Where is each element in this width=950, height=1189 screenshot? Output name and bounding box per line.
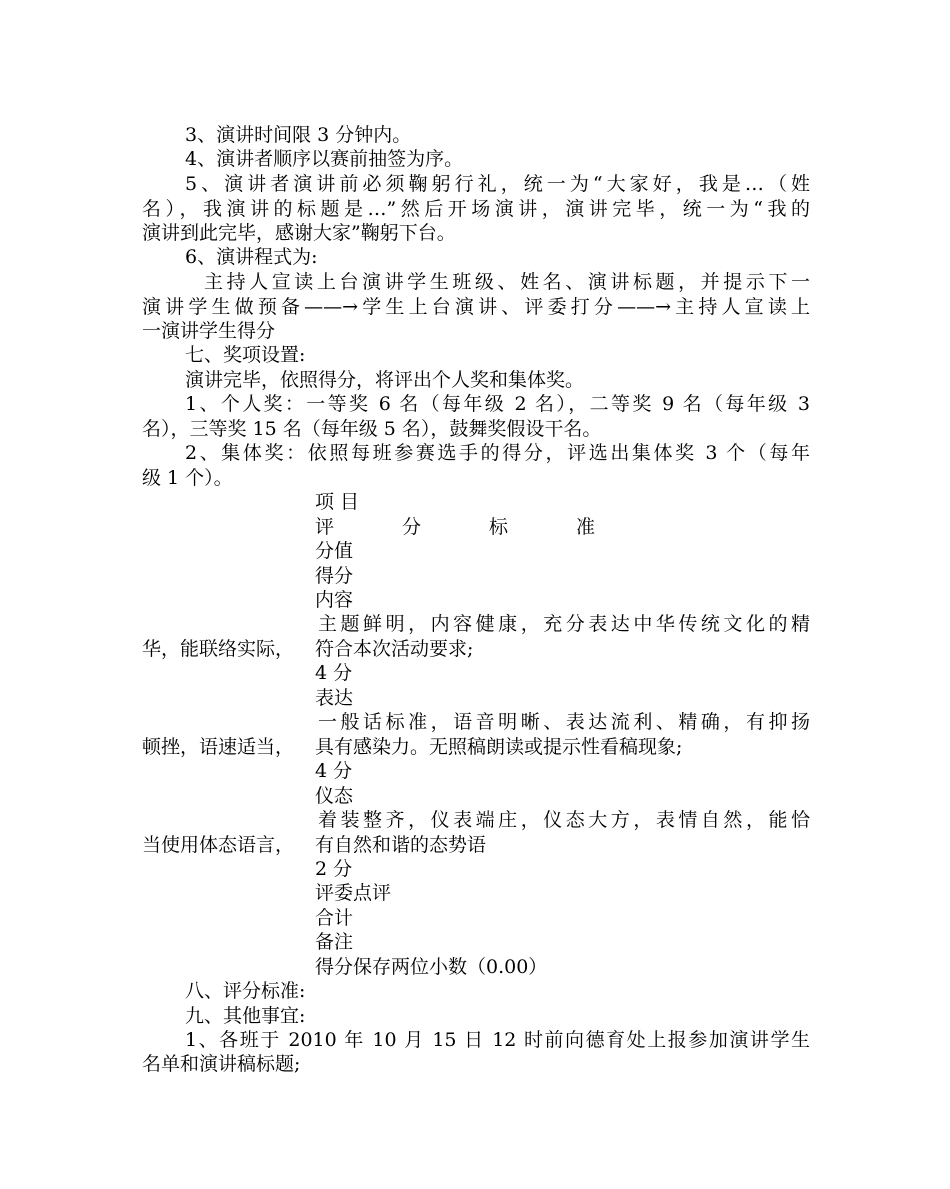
paragraph-line: 1、各班于 2010 年 10 月 15 日 12 时前向德育处上报参加演讲学生 xyxy=(185,1029,810,1051)
section-heading: 九、其他事宜: xyxy=(185,1005,306,1027)
paragraph-line: 2、集体奖：依照每班参赛选手的得分，评选出集体奖 3 个（每年 xyxy=(185,442,810,464)
paragraph-line: 主持人宣读上台演讲学生班级、姓名、演讲标题，并提示下一 xyxy=(204,271,810,293)
table-row-desc: 华，能联络实际， xyxy=(142,638,295,660)
table-total-label: 合计 xyxy=(315,907,354,929)
paragraph-line: 1、个人奖：一等奖 6 名（每年级 2 名），二等奖 9 名（每年级 3 xyxy=(185,393,810,415)
table-row-name: 表达 xyxy=(315,687,354,709)
table-row-desc: 顿挫，语速适当， xyxy=(142,736,295,758)
table-row-desc: 一般话标准，语音明晰、表达流利、精确，有抑扬 xyxy=(318,711,810,733)
table-row-desc: 当使用体态语言， xyxy=(142,834,295,856)
paragraph-line: 6、演讲程式为: xyxy=(185,246,318,268)
section-heading: 七、奖项设置: xyxy=(185,344,306,366)
criteria-char: 准 xyxy=(575,516,595,538)
table-row-desc: 符合本次活动要求; xyxy=(315,638,474,660)
table-note-text: 得分保存两位小数（0.00） xyxy=(315,956,548,978)
table-row-desc: 着装整齐，仪表端庄，仪态大方，表情自然，能恰 xyxy=(318,809,810,831)
paragraph-line: 演讲完毕，依照得分，将评出个人奖和集体奖。 xyxy=(185,369,585,391)
paragraph-line: 演讲到此完毕，感谢大家”鞠躬下台。 xyxy=(142,222,456,244)
table-row-score: 4 分 xyxy=(315,760,353,782)
paragraph-line: 名），三等奖 15 名（每年级 5 名），鼓舞奖假设干名。 xyxy=(142,418,602,440)
table-header-criteria xyxy=(315,515,595,539)
table-row-desc: 具有感染力。无照稿朗读或提示性看稿现象; xyxy=(315,736,683,758)
paragraph-line: 级 1 个）。 xyxy=(142,467,233,489)
table-header-item: 项 目 xyxy=(315,491,360,513)
table-row-score: 2 分 xyxy=(315,858,353,880)
criteria-char: 分 xyxy=(401,516,421,538)
section-heading: 八、评分标准: xyxy=(185,980,306,1002)
table-header-score: 分值 xyxy=(315,540,354,562)
criteria-char: 标 xyxy=(488,516,508,538)
paragraph-line: 5、演讲者演讲前必须鞠躬行礼，统一为“大家好，我是…（姓 xyxy=(185,173,810,195)
paragraph-line: 4、演讲者顺序以赛前抽签为序。 xyxy=(185,148,464,170)
table-note-label: 备注 xyxy=(315,931,354,953)
table-judge-label: 评委点评 xyxy=(315,882,392,904)
table-row-name: 内容 xyxy=(315,589,354,611)
paragraph-line: 名单和演讲稿标题; xyxy=(142,1053,301,1075)
table-row-name: 仪态 xyxy=(315,785,354,807)
table-row-desc: 有自然和谐的态势语 xyxy=(315,834,487,856)
paragraph-line: 一演讲学生得分 xyxy=(142,320,276,342)
paragraph-line: 演讲学生做预备——→学生上台演讲、评委打分——→主持人宣读上 xyxy=(142,296,810,318)
table-header-got: 得分 xyxy=(315,565,354,587)
table-row-desc: 主题鲜明，内容健康，充分表达中华传统文化的精 xyxy=(318,613,810,635)
table-row-score: 4 分 xyxy=(315,662,353,684)
criteria-char: 评 xyxy=(315,516,335,538)
paragraph-line: 名），我演讲的标题是…”然后开场演讲，演讲完毕，统一为“我的 xyxy=(142,198,810,220)
paragraph-line: 3、演讲时间限 3 分钟内。 xyxy=(185,124,412,146)
